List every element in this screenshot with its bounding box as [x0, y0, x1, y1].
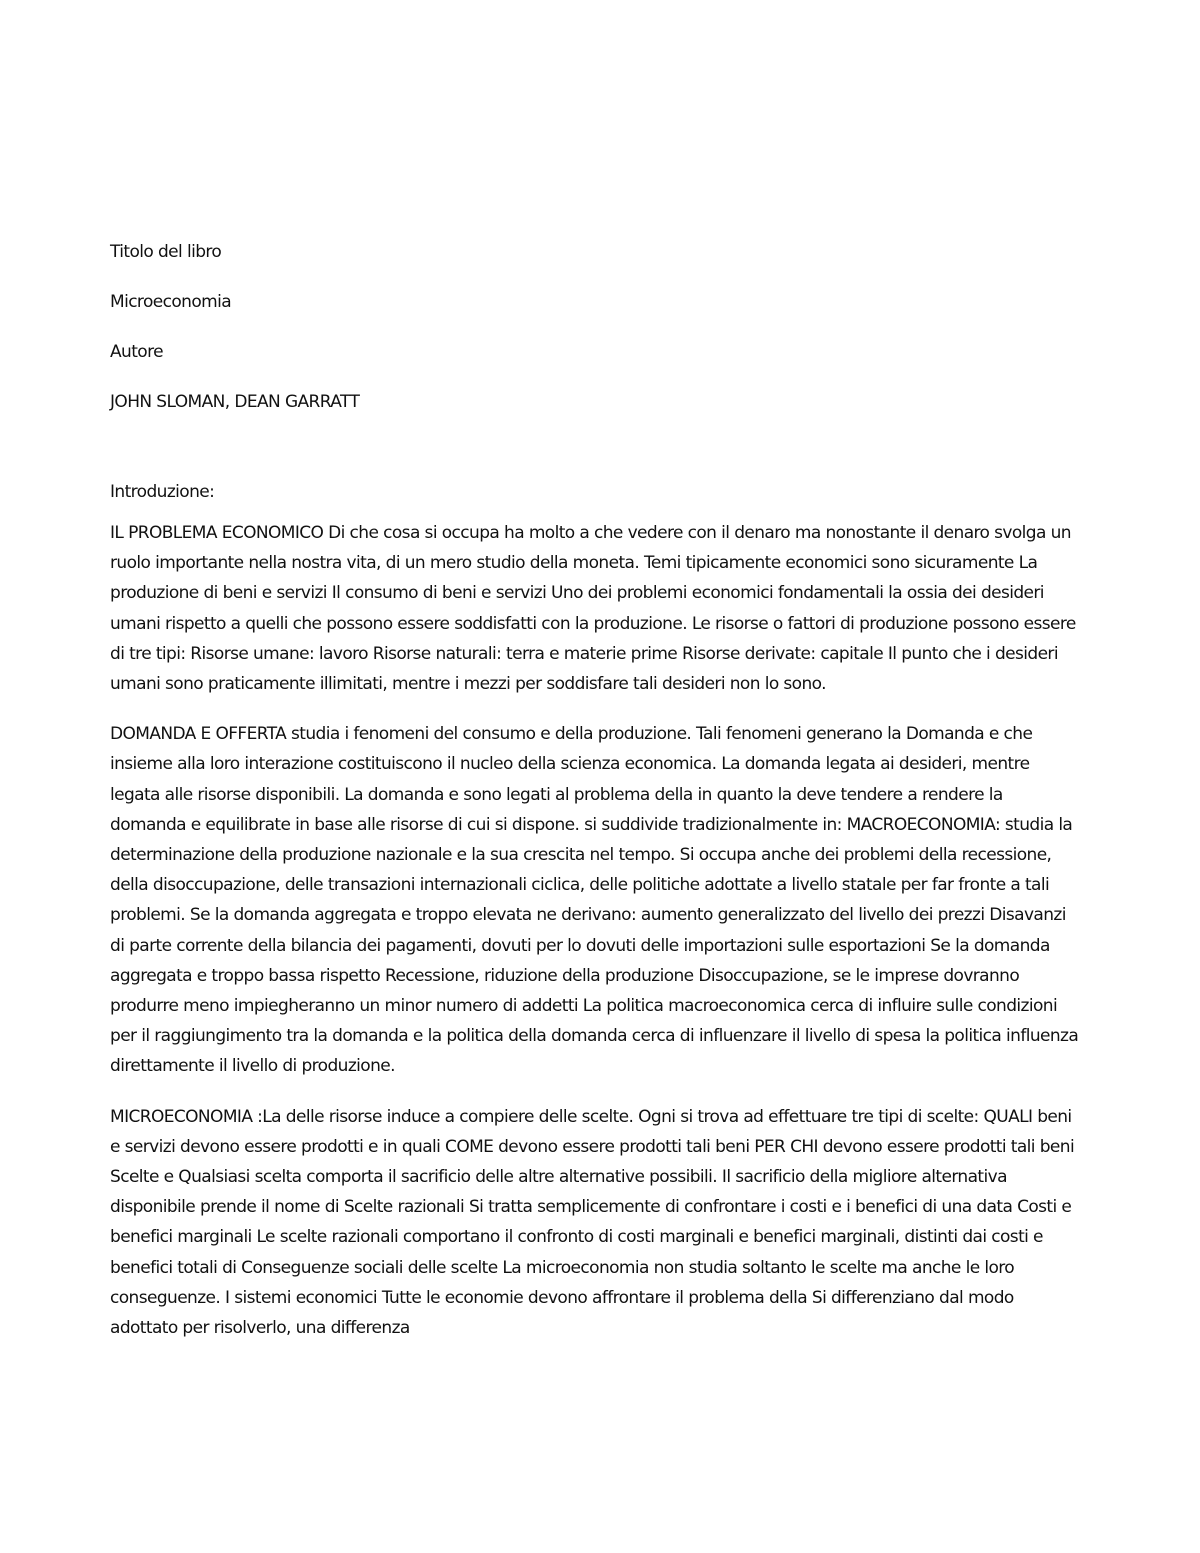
- book-title-label: Titolo del libro: [110, 242, 222, 262]
- authors: JOHN SLOMAN, DEAN GARRATT: [110, 392, 360, 412]
- paragraph-problema-economico: IL PROBLEMA ECONOMICO Di che cosa si occupa ha molto a che vedere con il denaro ma nonostante il denaro svolga un ruolo importante nella nostra vita, di un mero studio della moneta. Temi tipicamente economici sono sicuramente La produzione di beni e servizi Il consumo di beni e servizi Uno dei problemi economici fondamentali la ossia dei desideri umani rispetto a quelli che possono essere soddisfatti con la produzione. Le risorse o fattori di produzione possono essere di tre tipi: Risorse umane: lavoro Risorse naturali: terra e materie prime Risorse derivate: capitale Il punto che i desideri umani sono praticamente illimitati, mentre i mezzi per soddisfare tali desideri non lo sono.: [110, 523, 1076, 695]
- intro-heading: Introduzione:: [110, 482, 215, 502]
- document-body: [110, 240, 1080, 1343]
- paragraph-microeconomia: MICROECONOMIA :La delle risorse induce a compiere delle scelte. Ogni si trova ad effettuare tre tipi di scelte: QUALI beni e servizi devono essere prodotti e in quali COME devono essere prodotti tali beni PER CHI devono essere prodotti tali beni Scelte e Qualsiasi scelta comporta il sacrificio delle altre alternative possibili. Il sacrificio della migliore alternativa disponibile prende il nome di Scelte razionali Si tratta semplicemente di confrontare i costi e i benefici di una data Costi e benefici marginali Le scelte razionali comportano il confronto di costi marginali e benefici marginali, distinti dai costi e benefici totali di Conseguenze sociali delle scelte La microeconomia non studia soltanto le scelte ma anche le loro conseguenze. I sistemi economici Tutte le economie devono affrontare il problema della Si differenziano dal modo adottato per risolverlo, una differenza: [110, 1106, 1075, 1339]
- author-label: Autore: [110, 342, 163, 362]
- book-title: Microeconomia: [110, 292, 232, 312]
- paragraph-domanda-offerta: DOMANDA E OFFERTA studia i fenomeni del consumo e della produzione. Tali fenomeni generano la Domanda e che insieme alla loro interazione costituiscono il nucleo della scienza economica. La domanda legata ai desideri, mentre legata alle risorse disponibili. La domanda e sono legati al problema della in quanto la deve tendere a rendere la domanda e equilibrate in base alle risorse di cui si dispone. si suddivide tradizionalmente in: MACROECONOMIA: studia la determinazione della produzione nazionale e la sua crescita nel tempo. Si occupa anche dei problemi della recessione, della disoccupazione, delle transazioni internazionali ciclica, delle politiche adottate a livello statale per far fronte a tali problemi. Se la domanda aggregata e troppo elevata ne derivano: aumento generalizzato del livello dei prezzi Disavanzi di parte corrente della bilancia dei pagamenti, dovuti per lo dovuti delle importazioni sulle esportazioni Se la domanda aggregata e troppo bassa rispetto Recessione, riduzione della produzione Disoccupazione, se le imprese dovranno produrre meno impiegheranno un minor numero di addetti La politica macroeconomica cerca di influire sulle condizioni per il raggiungimento tra la domanda e la politica della domanda cerca di influenzare il livello di spesa la politica influenza direttamente il livello di produzione.: [110, 724, 1079, 1077]
